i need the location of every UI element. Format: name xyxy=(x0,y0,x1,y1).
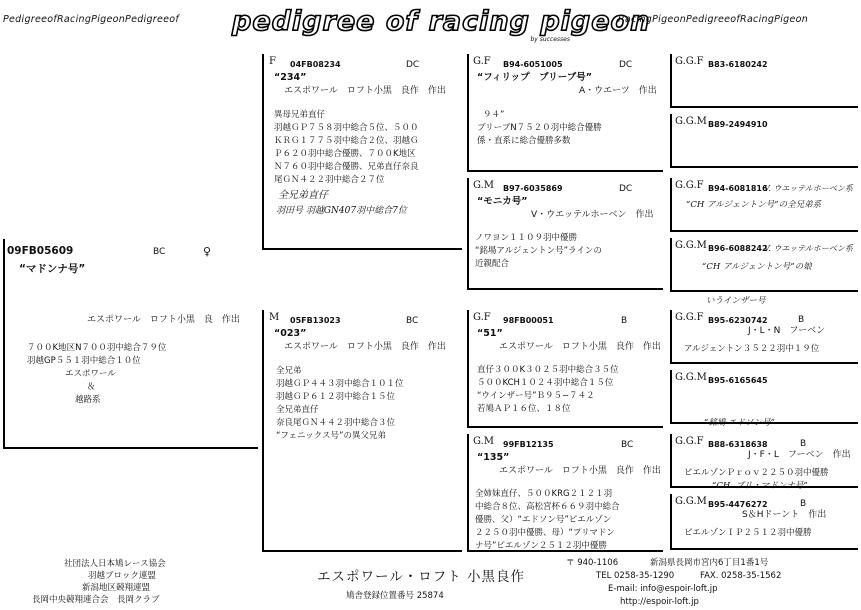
great-grandparent-generation-label: G.G.M xyxy=(675,116,707,127)
great-grandparent-generation-label: G.G.M xyxy=(675,496,707,507)
grandsire-maternal-ring-number: 98FB00051 xyxy=(503,316,554,325)
great-grandparent-generation-label: G.G.F xyxy=(675,56,704,67)
loft-registration: 鳩舎登録位置番号 25874 xyxy=(346,591,444,601)
grandsire-paternal-line: ９４” xyxy=(483,110,505,120)
granddam-paternal-line: 近親配合 xyxy=(475,259,510,269)
footer-org: 社団法人日本鳩レース協会 xyxy=(64,559,166,569)
logo-text: pedigree of racing pigeon xyxy=(232,6,651,37)
loft-name: エスポワール・ロフト 小黒良作 xyxy=(317,569,526,585)
grandsire-maternal-line: 直仔３００K３０２５羽中総合３５位 xyxy=(477,365,619,375)
great-grandparent-ring-number: B88-6318638 xyxy=(708,440,768,449)
subject-color: BC xyxy=(153,247,166,257)
sire-color: DC xyxy=(406,60,420,70)
loft-address: 新潟県長岡市宮内6丁目1番1号 xyxy=(650,558,769,568)
dam-line: 羽越ＧＰ６１２羽中総合１５位 xyxy=(276,392,396,402)
loft-fax: FAX. 0258-35-1562 xyxy=(700,571,782,581)
grandsire-maternal-line: ５００KCH１０２４羽中総合１５位 xyxy=(477,378,614,388)
great-grandparent-generation-label: G.G.F xyxy=(675,436,704,447)
dam-line: “フェニックス号”の異父兄弟 xyxy=(276,431,386,441)
granddam-paternal-generation-label: G.M xyxy=(473,180,495,191)
footer-org: 羽越ブロック連盟 xyxy=(88,571,156,581)
great-grandparent-handwritten-note: “銘鳩 エドソン号” xyxy=(704,418,775,428)
footer-org: 新潟地区競翔連盟 xyxy=(82,583,151,593)
sire-line: 羽越ＧＰ７５８羽中総合５位、５００ xyxy=(274,123,419,133)
logo xyxy=(232,5,651,43)
granddam-maternal-line: 優勝、父）“エドソン号”ピエルゾン xyxy=(475,515,612,525)
grandsire-paternal-ring-number: B94-6051005 xyxy=(503,60,563,69)
granddam-paternal-line: ノワヨン１１０９羽中優勝 xyxy=(475,233,578,243)
grandsire-maternal-line: 若鳩ＡＰ１６位、１８位 xyxy=(477,404,571,414)
great-grandparent-box xyxy=(670,114,858,168)
header-decorative-text-left: PedigreeofRacingPigeonPedigreeof xyxy=(3,14,180,25)
subject-line: ＆ xyxy=(87,382,96,392)
great-grandparent-handwritten-note: “CH. プリ・マドンナ号” xyxy=(712,481,808,491)
sire-name: “234” xyxy=(274,72,307,83)
granddam-maternal-breeder: エスポワール ロフト小黒 良作 作出 xyxy=(499,466,661,476)
grandsire-maternal-box xyxy=(467,310,663,428)
great-grandparent-box xyxy=(670,310,858,364)
grandsire-paternal-color: DC xyxy=(619,60,633,70)
grandsire-maternal-breeder: エスポワール ロフト小黒 良作 作出 xyxy=(499,342,661,352)
great-grandparent-line: ピエルゾンＰｒｏｖ２２５０羽中優勝 xyxy=(684,468,829,478)
granddam-maternal-line: 全姉妹直仔、５００KRG２１２１羽 xyxy=(475,489,613,499)
sire-generation-label: F xyxy=(269,56,276,67)
grandsire-maternal-name: “51” xyxy=(477,328,503,339)
great-grandparent-color: B xyxy=(798,315,805,325)
grandsire-paternal-line: ブリーブN７５２０羽中総合優勝 xyxy=(477,123,602,133)
great-grandparent-breeder: J・L・N フーベン xyxy=(748,326,826,336)
great-grandparent-box xyxy=(670,178,858,232)
subject-breeder: エスポワール ロフト小黒 良 作出 xyxy=(87,315,240,325)
sire-line: 尾ＧＮ４２２羽中総合２７位 xyxy=(274,175,385,185)
sire-line: 異母兄弟直仔 xyxy=(274,110,326,120)
great-grandparent-box xyxy=(670,494,858,550)
dam-line: 奈良尾ＧＮ４４２羽中総合３位 xyxy=(276,418,396,428)
sire-line: ＫＲＧ１７７５羽中総合２位、羽越Ｇ xyxy=(274,136,419,146)
great-grandparent-handwritten-note: “CH アルジェントン号”の娘 xyxy=(702,262,812,272)
great-grandparent-box xyxy=(670,370,858,424)
sire-handwritten-note: 全兄弟直仔 xyxy=(278,190,328,201)
loft-url: http://espoir-loft.jp xyxy=(620,597,699,607)
sire-ring-number: 04FB08234 xyxy=(290,60,341,69)
subject-line: ７００K地区N７００羽中総合７９位 xyxy=(27,343,167,353)
dam-breeder: エスポワール ロフト小黒 良作 作出 xyxy=(284,342,446,352)
great-grandparent-line: ピエルゾンＩＰ２５１２羽中優勝 xyxy=(684,528,812,538)
granddam-maternal-name: “135” xyxy=(477,452,510,463)
granddam-maternal-line: 中総合８位、高松宮杯６６９羽中総合 xyxy=(475,502,620,512)
dam-color: BC xyxy=(406,316,419,326)
sire-line: Ｎ７６０羽中総合優勝、兄弟直仔奈良 xyxy=(274,162,419,172)
dam-name: “023” xyxy=(274,328,307,339)
granddam-maternal-ring-number: 99FB12135 xyxy=(503,440,554,449)
logo-subtext: by successes xyxy=(530,36,570,43)
subject-name: “マドンナ号” xyxy=(19,263,86,275)
great-grandparent-ring-number: B89-2494910 xyxy=(708,120,768,129)
dam-line: 全兄弟直仔 xyxy=(276,405,319,415)
great-grandparent-ring-number: B96-6088242 xyxy=(708,244,768,253)
granddam-maternal-box xyxy=(467,434,663,552)
header-decorative-text-right: RacingPigeonPedigreeofRacingPigeon xyxy=(618,14,809,25)
grandsire-paternal-line: 係・直系に総合優勝多数 xyxy=(477,136,571,146)
granddam-maternal-line: ナ号”ピエルゾン２５１２羽中優勝 xyxy=(475,541,607,551)
granddam-maternal-color: BC xyxy=(621,440,634,450)
grandsire-paternal-name: “フィリップ ブリーブ号” xyxy=(477,72,592,83)
granddam-paternal-breeder: V・ウエッテルホーベン 作出 xyxy=(531,210,654,220)
subject-line: 越路系 xyxy=(75,395,101,405)
dam-line: 全兄弟 xyxy=(276,366,302,376)
granddam-paternal-ring-number: B97-6035869 xyxy=(503,184,563,193)
great-grandparent-color: B xyxy=(800,499,807,509)
great-grandparent-ring-number: B94-6081816 xyxy=(708,184,768,193)
great-grandparent-handwritten-note: いうインザー号 xyxy=(706,296,766,306)
footer-org: 長岡中央競翔連合会 長岡クラブ xyxy=(32,595,160,605)
great-grandparent-generation-label: G.G.M xyxy=(675,240,707,251)
great-grandparent-breeder: S＆Hドーント 作出 xyxy=(742,510,827,520)
great-grandparent-box xyxy=(670,434,858,488)
granddam-maternal-generation-label: G.M xyxy=(473,436,495,447)
sire-handwritten-note: 羽田号 羽越GN407羽中総合7位 xyxy=(276,206,407,216)
grandsire-paternal-breeder: A・ウエーツ 作出 xyxy=(579,86,657,96)
dam-ring-number: 05FB13023 xyxy=(290,316,341,325)
great-grandparent-handwritten-note: V. ウエッテルホーベン系 xyxy=(764,244,853,253)
granddam-paternal-box xyxy=(467,178,663,290)
great-grandparent-box xyxy=(670,238,858,292)
dam-generation-label: M xyxy=(269,312,280,323)
great-grandparent-generation-label: G.G.M xyxy=(675,372,707,383)
loft-email: E-mail: info@espoir-loft.jp xyxy=(608,584,718,594)
granddam-paternal-color: DC xyxy=(619,184,633,194)
great-grandparent-line: アルジェントン３５２２羽中１９位 xyxy=(684,344,820,354)
loft-postal-code: 〒 940-1106 xyxy=(566,558,619,568)
sire-box xyxy=(262,54,462,250)
great-grandparent-generation-label: G.G.F xyxy=(675,312,704,323)
great-grandparent-generation-label: G.G.F xyxy=(675,180,704,191)
grandsire-maternal-color: B xyxy=(621,316,628,326)
grandsire-paternal-generation-label: G.F xyxy=(473,56,491,67)
grandsire-maternal-generation-label: G.F xyxy=(473,312,491,323)
great-grandparent-ring-number: B95-6165645 xyxy=(708,376,768,385)
granddam-paternal-name: “モニカ号” xyxy=(477,196,528,207)
grandsire-maternal-line: “ウインザー号”Ｂ９５−７４２ xyxy=(477,391,595,401)
subject-sex: ♀ xyxy=(203,245,212,258)
grandsire-paternal-box xyxy=(467,54,663,172)
great-grandparent-handwritten-note: “CH アルジェントン号”の全兄弟系 xyxy=(686,200,822,210)
great-grandparent-handwritten-note: V. ウエッテルホーベン系 xyxy=(764,184,853,193)
granddam-maternal-line: ２２５０羽中優勝、母）“プリマドン xyxy=(475,528,615,538)
sire-line: Ｐ６２０羽中総合優勝、７００K地区 xyxy=(274,149,416,159)
sire-breeder: エスポワール ロフト小黒 良作 作出 xyxy=(284,86,446,96)
great-grandparent-breeder: J・F・L フーベン 作出 xyxy=(748,450,851,460)
subject-line: 羽越GP５５１羽中総合１０位 xyxy=(27,356,141,366)
granddam-paternal-line: “銘場アルジェントン号”ラインの xyxy=(475,246,602,256)
great-grandparent-box xyxy=(670,54,858,108)
subject-line: エスポワール xyxy=(65,369,116,379)
dam-line: 羽越ＧＰ４４３羽中総合１０１位 xyxy=(276,379,404,389)
great-grandparent-ring-number: B83-6180242 xyxy=(708,60,768,69)
great-grandparent-ring-number: B95-4476272 xyxy=(708,500,768,509)
great-grandparent-color: B xyxy=(800,439,807,449)
subject-box xyxy=(3,239,258,449)
subject-ring-number: 09FB05609 xyxy=(7,245,74,257)
dam-box xyxy=(262,310,462,552)
great-grandparent-ring-number: B95-6230742 xyxy=(708,316,768,325)
loft-tel: TEL 0258-35-1290 xyxy=(596,571,675,581)
